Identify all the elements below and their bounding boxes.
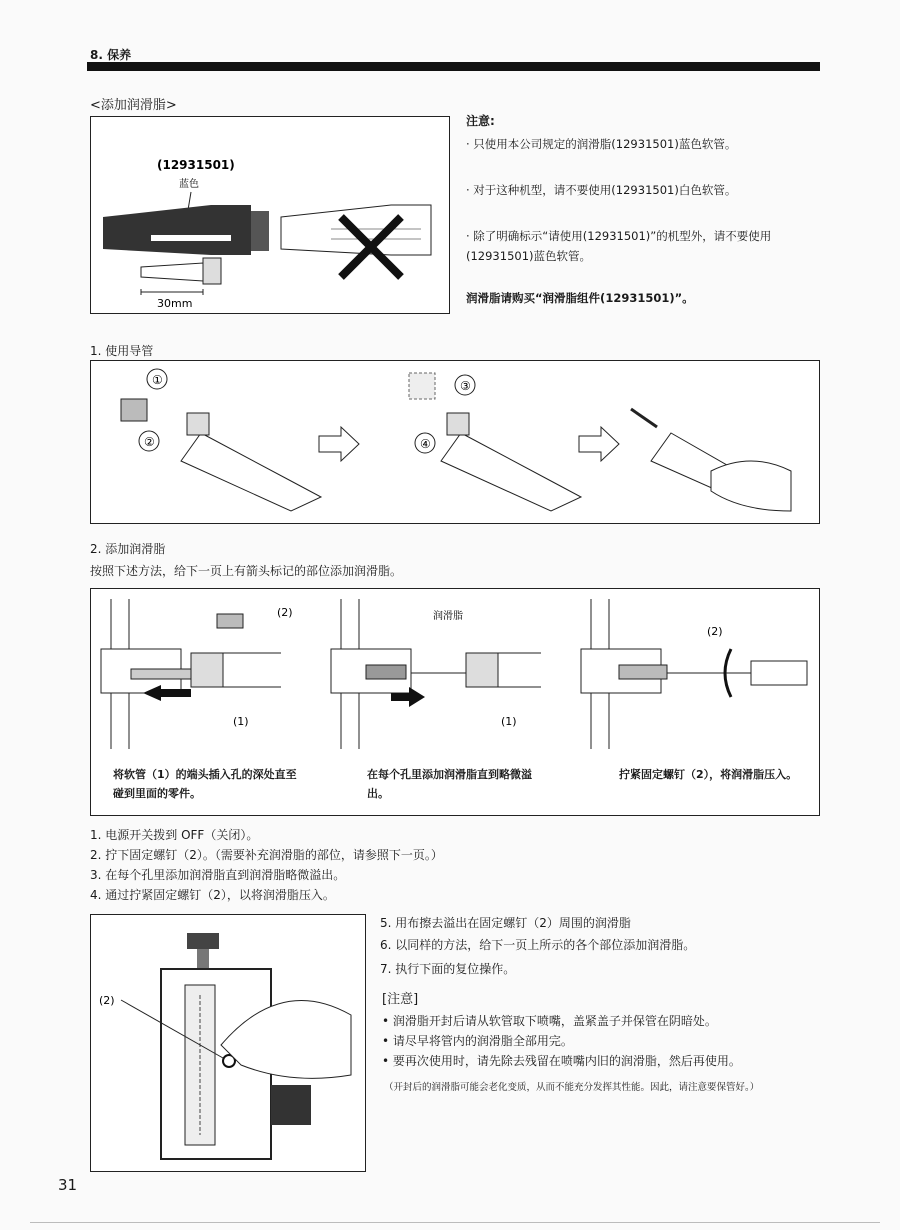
procedure-item: 7. 执行下面的复位操作。 (380, 962, 516, 976)
screw (217, 614, 243, 628)
step-caption: 拧紧固定螺钉（2），将润滑脂压入。 (619, 768, 798, 781)
tube-color-label: 蓝色 (179, 179, 199, 190)
step-caption: 在每个孔里添加润滑脂直到略微溢出。 (367, 768, 532, 800)
grease-tube-figure (90, 116, 450, 314)
grease-steps-figure (90, 588, 820, 816)
tube-2 (441, 433, 581, 511)
machine-illustration (91, 915, 365, 1171)
screw-label: (2) (707, 625, 723, 638)
tube-neck (251, 211, 269, 251)
step2-heading: 2. 添加润滑脂 (90, 542, 166, 556)
caution-item: • 要再次使用时，请先除去残留在喷嘴内旧的润滑脂，然后再使用。 (382, 1054, 741, 1068)
step-label-3: ③ (460, 379, 471, 393)
step-caption: 将软管（1）的端头插入孔的深处直至碰到里面的零件。 (113, 768, 297, 800)
step-label-4: ④ (420, 437, 431, 451)
procedure-item: 6. 以同样的方法，给下一页上所示的各个部位添加润滑脂。 (380, 938, 696, 952)
section-title: 8. 保养 (90, 48, 132, 62)
machine-figure (90, 914, 366, 1172)
page-subtitle: <添加润滑脂> (90, 98, 177, 113)
note-title: 注意: (466, 114, 495, 128)
procedure-item: 5. 用布擦去溢出在固定螺钉（2）周围的润滑脂 (380, 916, 631, 930)
page-number: 31 (58, 1176, 78, 1194)
step1-heading: 1. 使用导管 (90, 344, 154, 358)
tube-illustration (91, 117, 449, 313)
header-rule (87, 62, 820, 71)
caution-title: [注意] (382, 992, 419, 1007)
step-label-1: ① (152, 373, 163, 387)
grease-fill (366, 665, 406, 679)
note-item: · 只使用本公司规定的润滑脂(12931501)蓝色软管。 (466, 137, 737, 151)
arrow-right-icon (319, 427, 359, 461)
nozzle-assembly-illustration (91, 361, 819, 523)
step2-intro: 按照下述方法，给下一页上有箭头标记的部位添加润滑脂。 (90, 564, 403, 578)
caution-item: • 请尽早将管内的润滑脂全部用完。 (382, 1034, 573, 1048)
nozzle-assembly-figure (90, 360, 820, 524)
blue-tube-body (103, 205, 251, 255)
note-item: · 对于这种机型，请不要使用(12931501)白色软管。 (466, 183, 737, 197)
hose-label: (1) (233, 715, 249, 728)
hand (711, 461, 791, 511)
hose-label: (1) (501, 715, 517, 728)
bottom-rule (30, 1222, 880, 1223)
caution-footnote: （开封后的润滑脂可能会老化变质，从而不能充分发挥其性能。因此，请注意要保管好。） (384, 1082, 760, 1093)
grease-steps-illustration (91, 589, 819, 749)
procedure-item: 4. 通过拧紧固定螺钉（2），以将润滑脂压入。 (90, 888, 335, 902)
screw-label: (2) (99, 994, 115, 1007)
grease-label: 润滑脂 (433, 611, 463, 622)
nozzle (141, 263, 203, 281)
caution-item: • 润滑脂开封后请从软管取下喷嘴，盖紧盖子并保管在阴暗处。 (382, 1014, 717, 1028)
nozzle-length-label: 30mm (157, 297, 193, 310)
note-item: · 除了明确标示“请使用(12931501)”的机型外，请不要使用(12931501)蓝色软管。 (466, 229, 772, 263)
procedure-item: 3. 在每个孔里添加润滑脂直到润滑脂略微溢出。 (90, 868, 346, 882)
tube-1 (181, 433, 321, 511)
procedure-item: 2. 拧下固定螺钉（2）。（需要补充润滑脂的部位，请参照下一页。） (90, 848, 443, 862)
screw-label: (2) (277, 606, 293, 619)
screwdriver (751, 661, 807, 685)
purchase-note: 润滑脂请购买“润滑脂组件(12931501)”。 (466, 291, 694, 305)
procedure-item: 1. 电源开关拨到 OFF（关闭）。 (90, 828, 259, 842)
step-label-2: ② (144, 435, 155, 449)
tube-code-label: (12931501) (157, 158, 235, 172)
arrow-right-icon (579, 427, 619, 461)
